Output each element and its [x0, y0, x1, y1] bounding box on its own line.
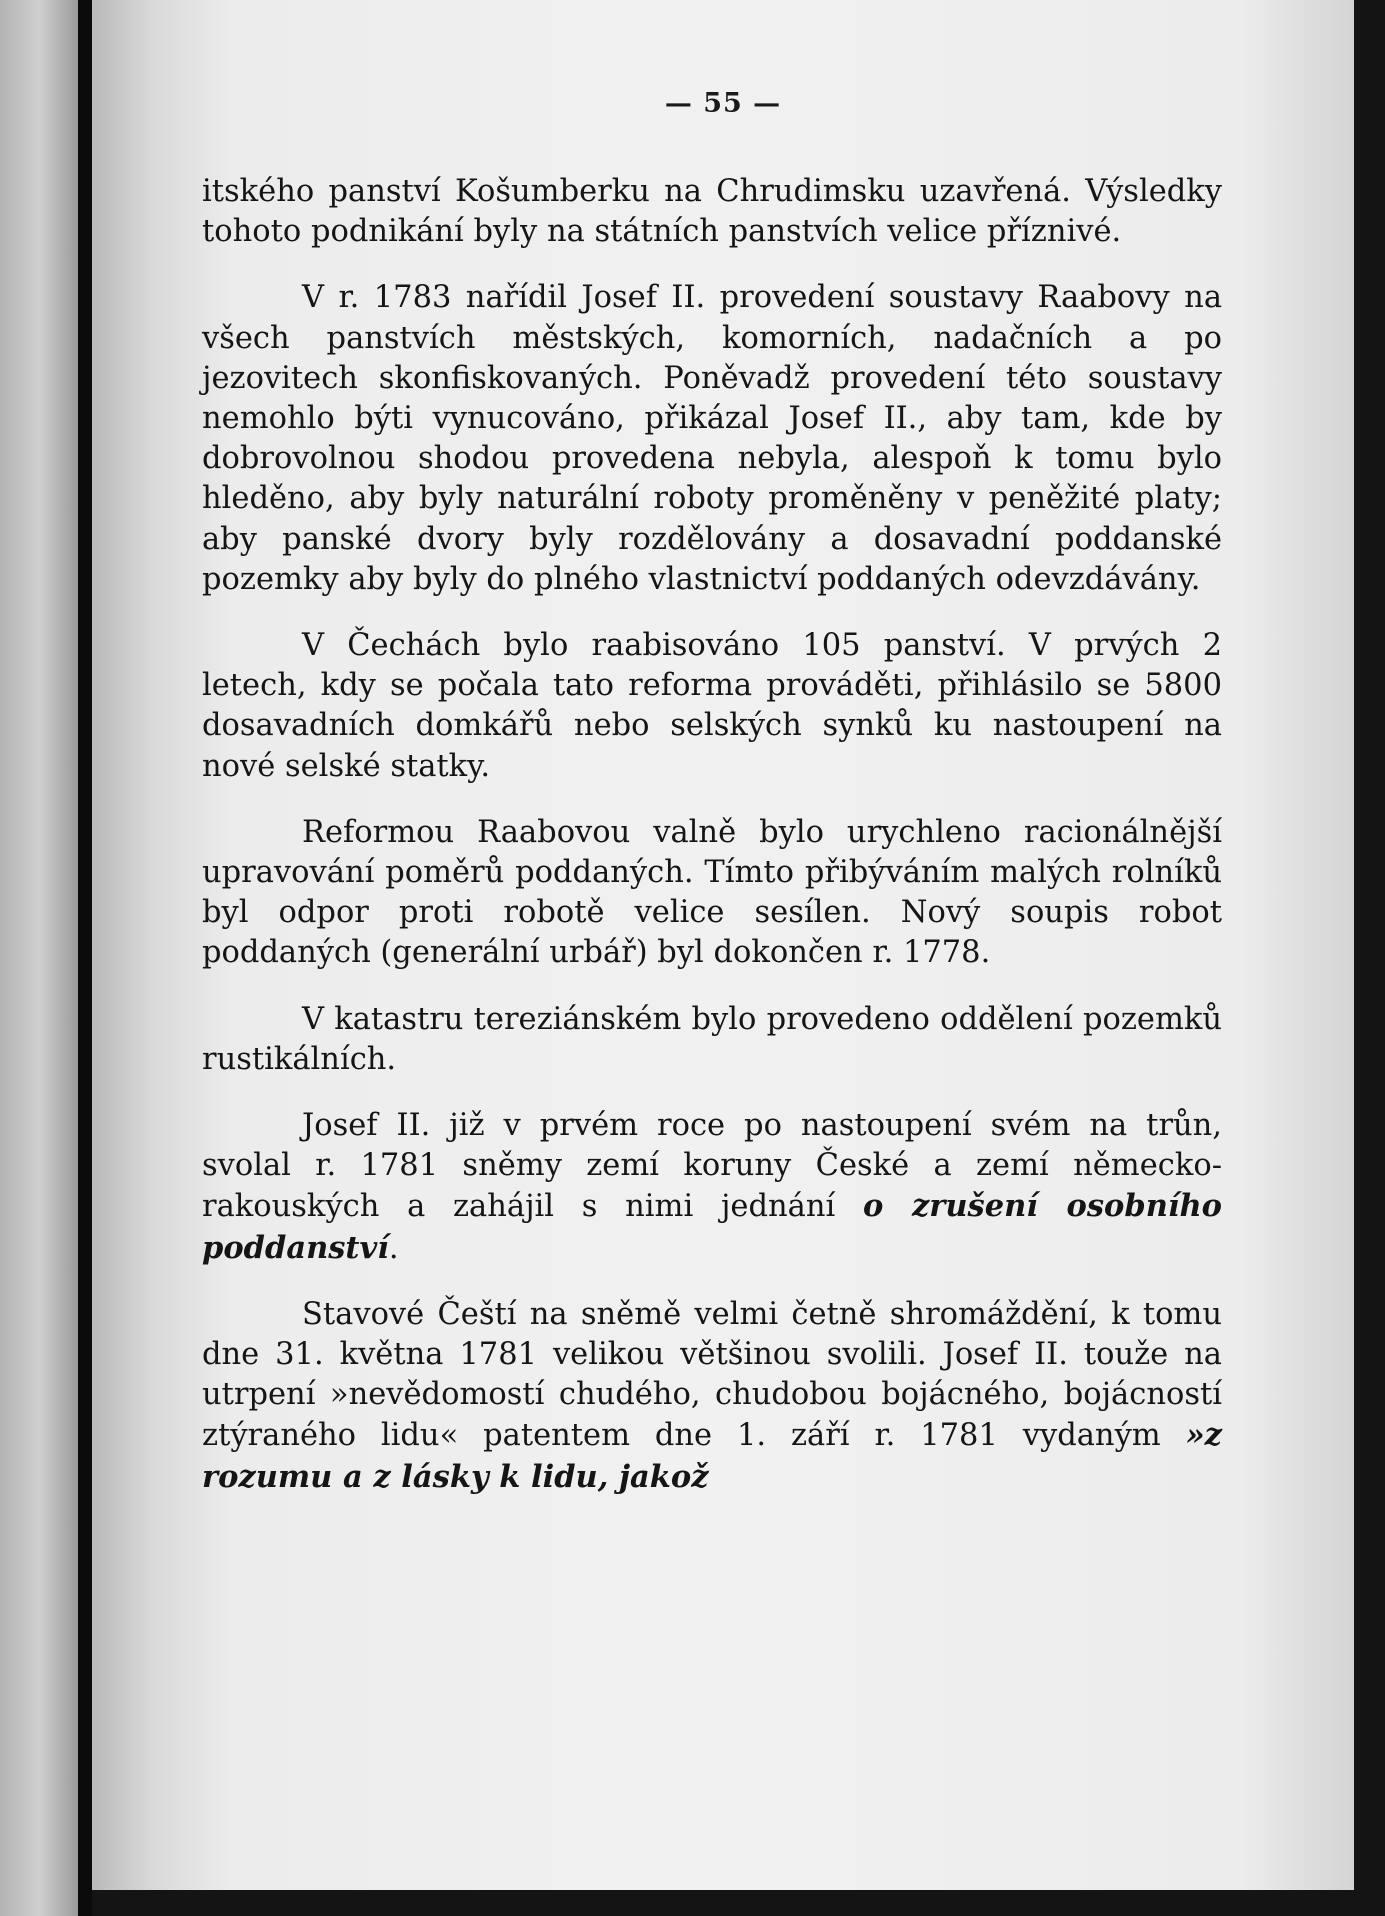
paragraph-2: V r. 1783 nařídil Josef II. provedení soustavy Raabovy na všech panstvích městských, komorních, nadačních a po jezovitech skonfiskovaných. Poněvadž provedení této soustavy nemohlo býti vynucováno, přikázal Josef II., aby tam, kde by dobrovolnou shodou provedena nebyla, alespoň k tomu bylo hleděno, aby byly naturální roboty proměněny v peněžité platy; aby panské dvory byly rozdělovány a dosavadní poddanské pozemky aby byly do plného vlastnictví poddaných odevzdávány.: [202, 280, 1222, 597]
paragraph-6-text: Josef II. již v prvém roce po nastoupení svém na trůn, svolal r. 1781 sněmy zemí koruny České a zemí německo-rakouských a zahájil s nimi jednání: [202, 1108, 1222, 1225]
paragraph-6: [202, 1106, 1222, 1269]
page-surface: [92, 0, 1354, 1890]
paragraph-5: V katastru tereziánském bylo provedeno oddělení pozemků rustikálních.: [202, 1001, 1222, 1077]
previous-page-edge: [0, 0, 78, 1916]
paragraph-6-tail: .: [388, 1230, 399, 1266]
paragraph-7: [202, 1295, 1222, 1498]
paragraph-3: V Čechách bylo raabisováno 105 panství. V prvých 2 letech, kdy se počala tato reforma prováděti, přihlásilo se 5800 dosavadních domkářů nebo selských synků ku nastoupení na nové selské statky.: [202, 628, 1222, 784]
book-spine-shadow: [78, 0, 92, 1916]
paragraph-7-emphasis: »z rozumu a z lásky k lidu, jakož: [202, 1417, 1222, 1495]
page-number: — 55 —: [664, 88, 782, 119]
paragraph-6-emphasis: o zrušení osobního poddanství: [202, 1188, 1222, 1266]
paragraph-4: Reformou Raabovou valně bylo urychleno racionálnější upravování poměrů poddaných. Tímto přibýváním malých rolníků byl odpor proti robotě velice sesílen. Nový soupis robot poddaných (generální urbář) byl dokončen r. 1778.: [202, 814, 1222, 971]
paragraph-7-text: Stavové Čeští na sněmě velmi četně shromáždění, k tomu dne 31. května 1781 velikou většinou svolili. Josef II. touže na utrpení »nevědomostí chudého, chudobou bojácného, bojácností ztýraného lidu« patentem dne 1. září r. 1781 vydaným: [202, 1296, 1222, 1454]
paragraph-1: itského panství Košumberku na Chrudimsku uzavřená. Výsledky tohoto podnikání byly na státních panstvích velice příznivé.: [202, 174, 1222, 250]
body-text: [202, 172, 1222, 1524]
